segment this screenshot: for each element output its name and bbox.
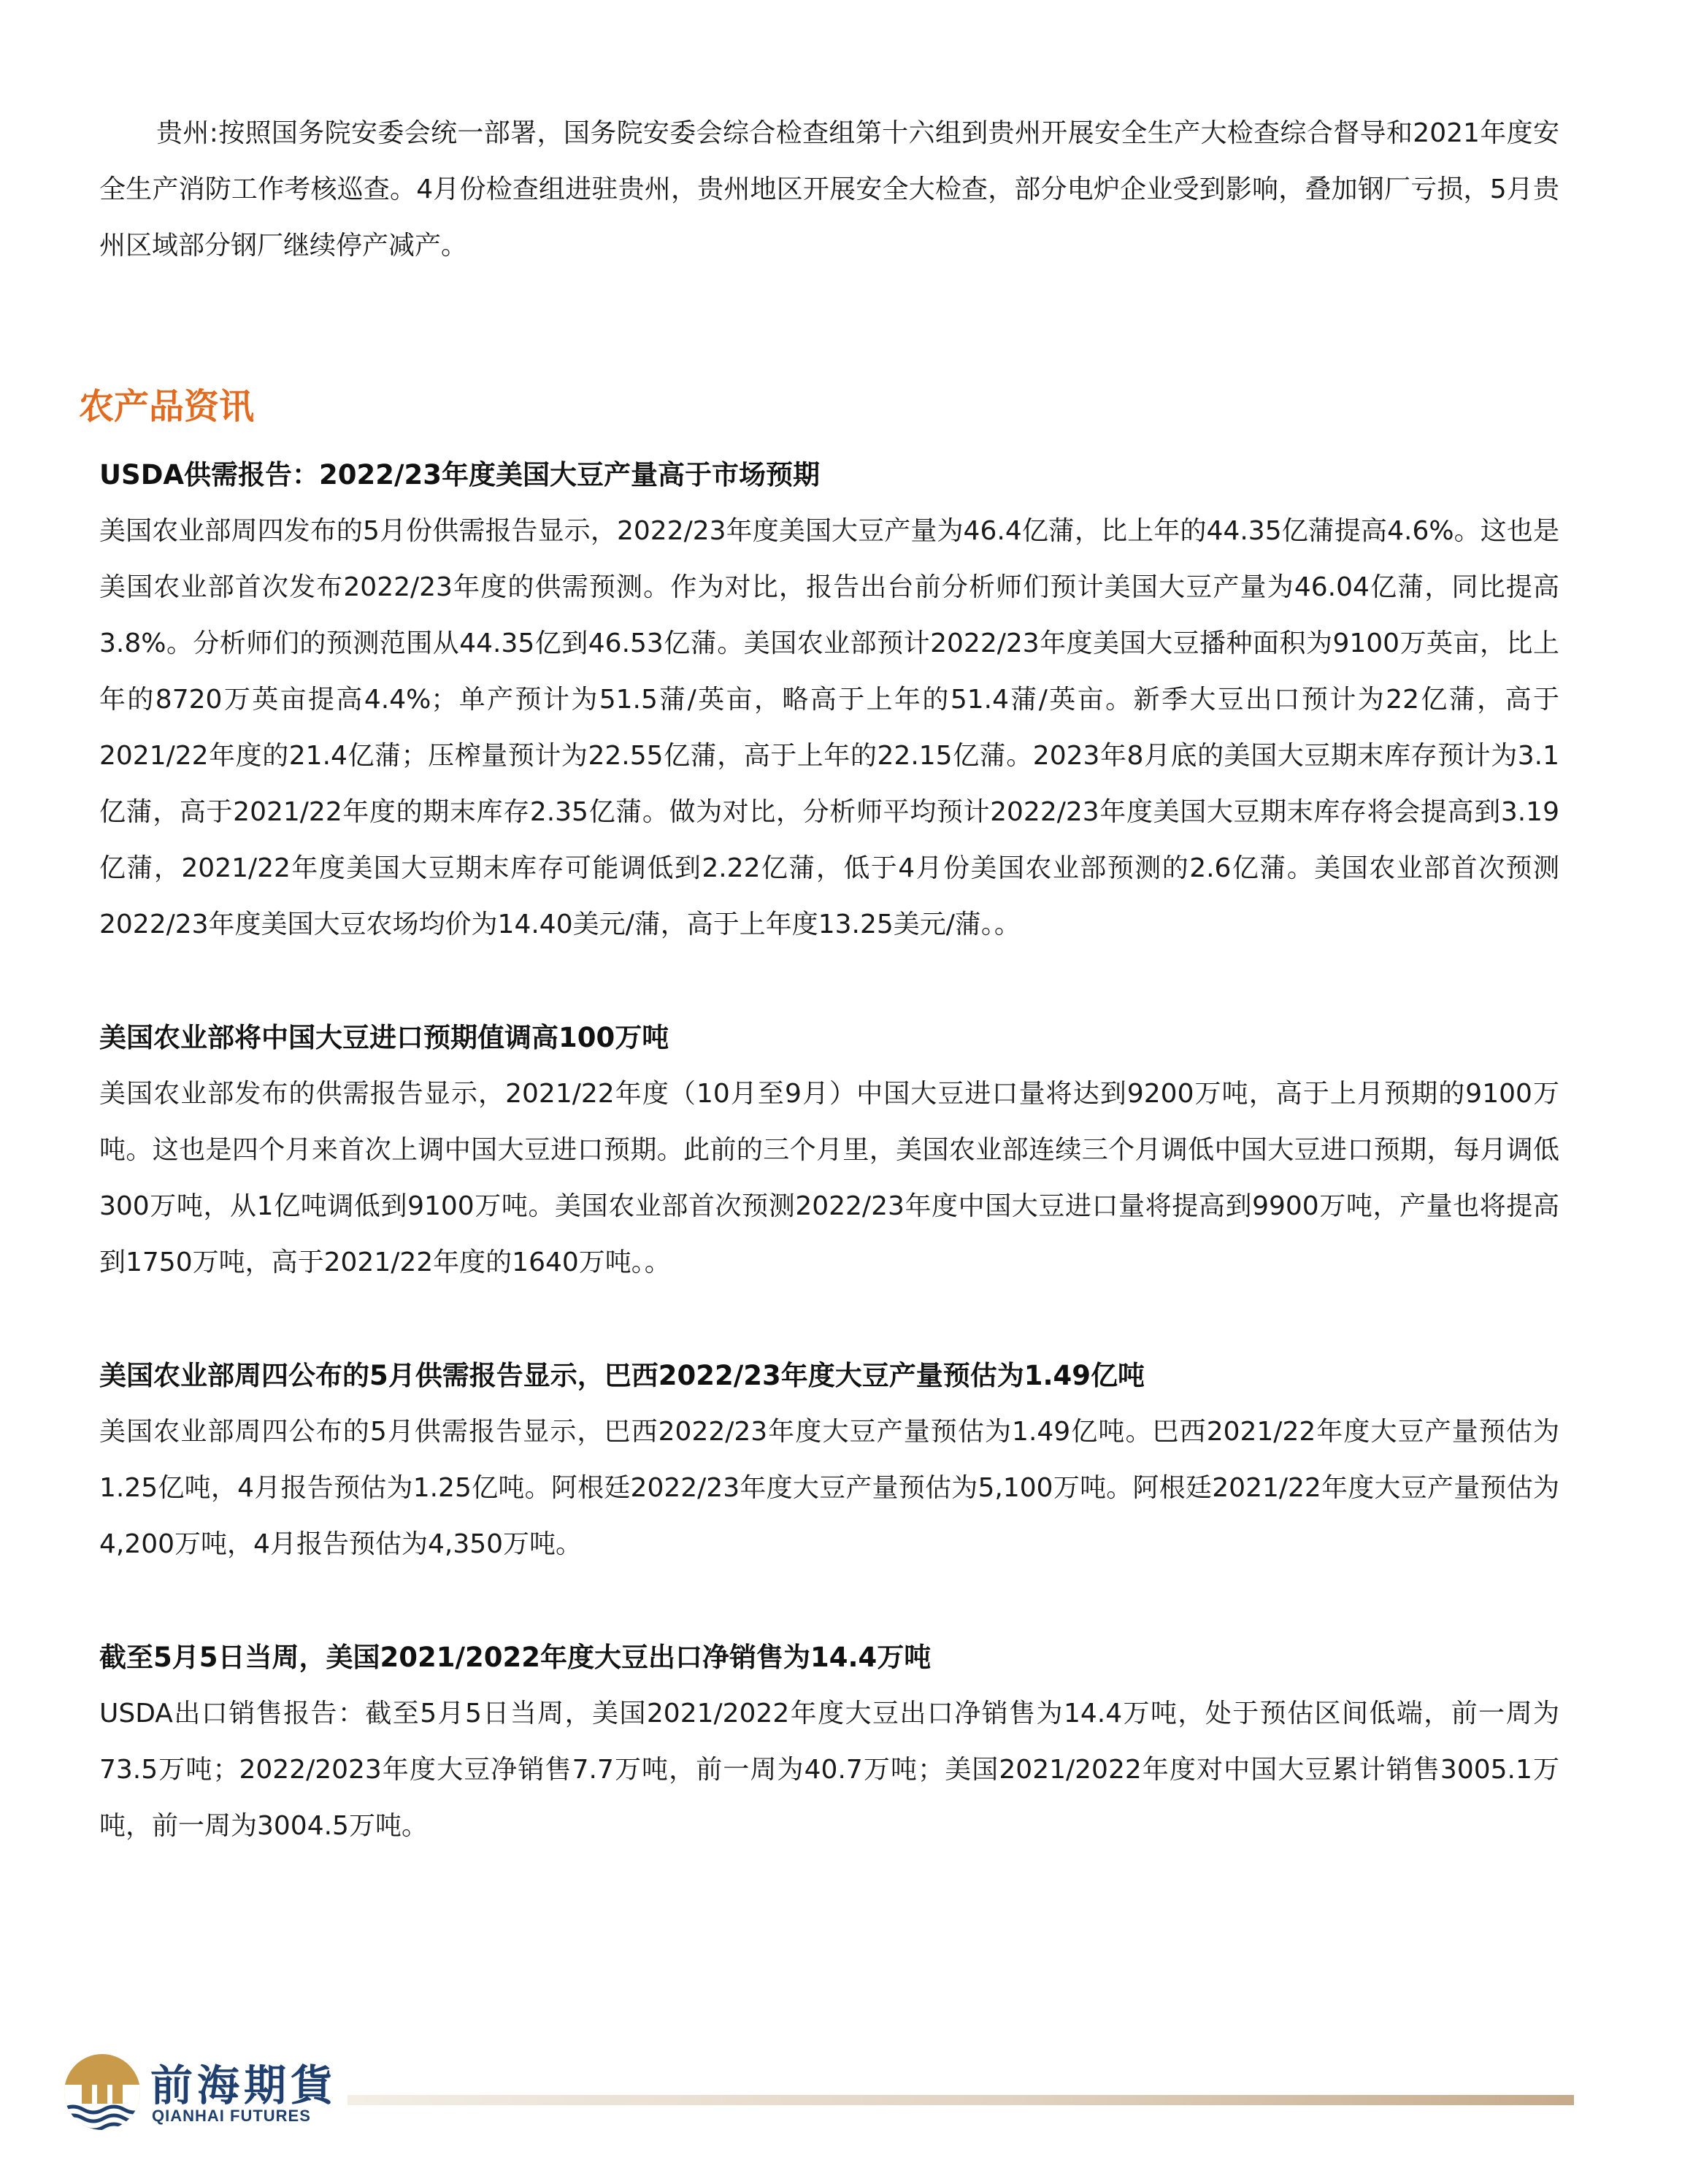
company-logo bbox=[63, 2048, 340, 2136]
article-body: 美国农业部周四发布的5月份供需报告显示，2022/23年度美国大豆产量为46.4亿蒲，比上年的44.35亿蒲提高4.6%。这也是美国农业部首次发布2022/23年度的供需预测。作为对比，报告出台前分析师们预计美国大豆产量为46.04亿蒲，同比提高3.8%。分析师们的预测范围从44.35亿到46.53亿蒲。美国农业部预计2022/23年度美国大豆播种面积为9100万英亩，比上年的8720万英亩提高4.4%；单产预计为51.5蒲/英亩，略高于上年的51.4蒲/英亩。新季大豆出口预计为22亿蒲，高于2021/22年度的21.4亿蒲；压榨量预计为22.55亿蒲，高于上年的22.15亿蒲。2023年8月底的美国大豆期末库存预计为3.1亿蒲，高于2021/22年度的期末库存2.35亿蒲。做为对比，分析师平均预计2022/23年度美国大豆期末库存将会提高到3.19亿蒲，2021/22年度美国大豆期末库存可能调低到2.22亿蒲，低于4月份美国农业部预测的2.6亿蒲。美国农业部首次预测2022/23年度美国大豆农场均价为14.40美元/蒲，高于上年度13.25美元/蒲。。 bbox=[99, 516, 1559, 939]
article-china-soy-imports bbox=[99, 1010, 1559, 1291]
intro-block bbox=[99, 105, 1559, 274]
page-footer bbox=[63, 2048, 1574, 2136]
qianhai-logo-icon bbox=[63, 2053, 142, 2131]
article-usda-supply-demand bbox=[99, 447, 1559, 953]
logo-text-en: QIANHAI FUTURES bbox=[152, 2107, 311, 2125]
article-body: 美国农业部周四公布的5月供需报告显示，巴西2022/23年度大豆产量预估为1.49亿吨。巴西2021/22年度大豆产量预估为1.25亿吨，4月报告预估为1.25亿吨。阿根廷2022/23年度大豆产量预估为5,100万吨。阿根廷2021/22年度大豆产量预估为4,200万吨，4月报告预估为4,350万吨。 bbox=[99, 1417, 1559, 1559]
article-brazil-soy-production bbox=[99, 1347, 1559, 1572]
article-list bbox=[99, 447, 1559, 1911]
section-title: 农产品资讯 bbox=[79, 386, 255, 427]
article-title: 截至5月5日当周，美国2021/2022年度大豆出口净销售为14.4万吨 bbox=[99, 1642, 932, 1673]
article-body: 美国农业部发布的供需报告显示，2021/22年度（10月至9月）中国大豆进口量将达到9200万吨，高于上月预期的9100万吨。这也是四个月来首次上调中国大豆进口预期。此前的三个月里，美国农业部连续三个月调低中国大豆进口预期，每月调低300万吨，从1亿吨调低到9100万吨。美国农业部首次预测2022/23年度中国大豆进口量将提高到9900万吨，产量也将提高到1750万吨，高于2021/22年度的1640万吨。。 bbox=[99, 1079, 1559, 1277]
footer-decorative-bar bbox=[347, 2095, 1574, 2105]
article-body: USDA出口销售报告：截至5月5日当周，美国2021/2022年度大豆出口净销售为14.4万吨，处于预估区间低端，前一周为73.5万吨；2022/2023年度大豆净销售7.7万吨，前一周为40.7万吨；美国2021/2022年度对中国大豆累计销售3005.1万吨，前一周为3004.5万吨。 bbox=[99, 1699, 1559, 1841]
article-title: USDA供需报告：2022/23年度美国大豆产量高于市场预期 bbox=[99, 459, 821, 491]
article-title: 美国农业部周四公布的5月供需报告显示，巴西2022/23年度大豆产量预估为1.49亿吨 bbox=[99, 1360, 1145, 1391]
article-title: 美国农业部将中国大豆进口预期值调高100万吨 bbox=[99, 1022, 669, 1053]
intro-paragraph: 贵州:按照国务院安委会统一部署，国务院安委会综合检查组第十六组到贵州开展安全生产大检查综合督导和2021年度安全生产消防工作考核巡查。4月份检查组进驻贵州，贵州地区开展安全大检查，部分电炉企业受到影响，叠加钢厂亏损，5月贵州区域部分钢厂继续停产减产。 bbox=[99, 118, 1559, 261]
logo-text-cn: 前海期貨 bbox=[150, 2061, 338, 2110]
article-us-export-sales bbox=[99, 1629, 1559, 1854]
